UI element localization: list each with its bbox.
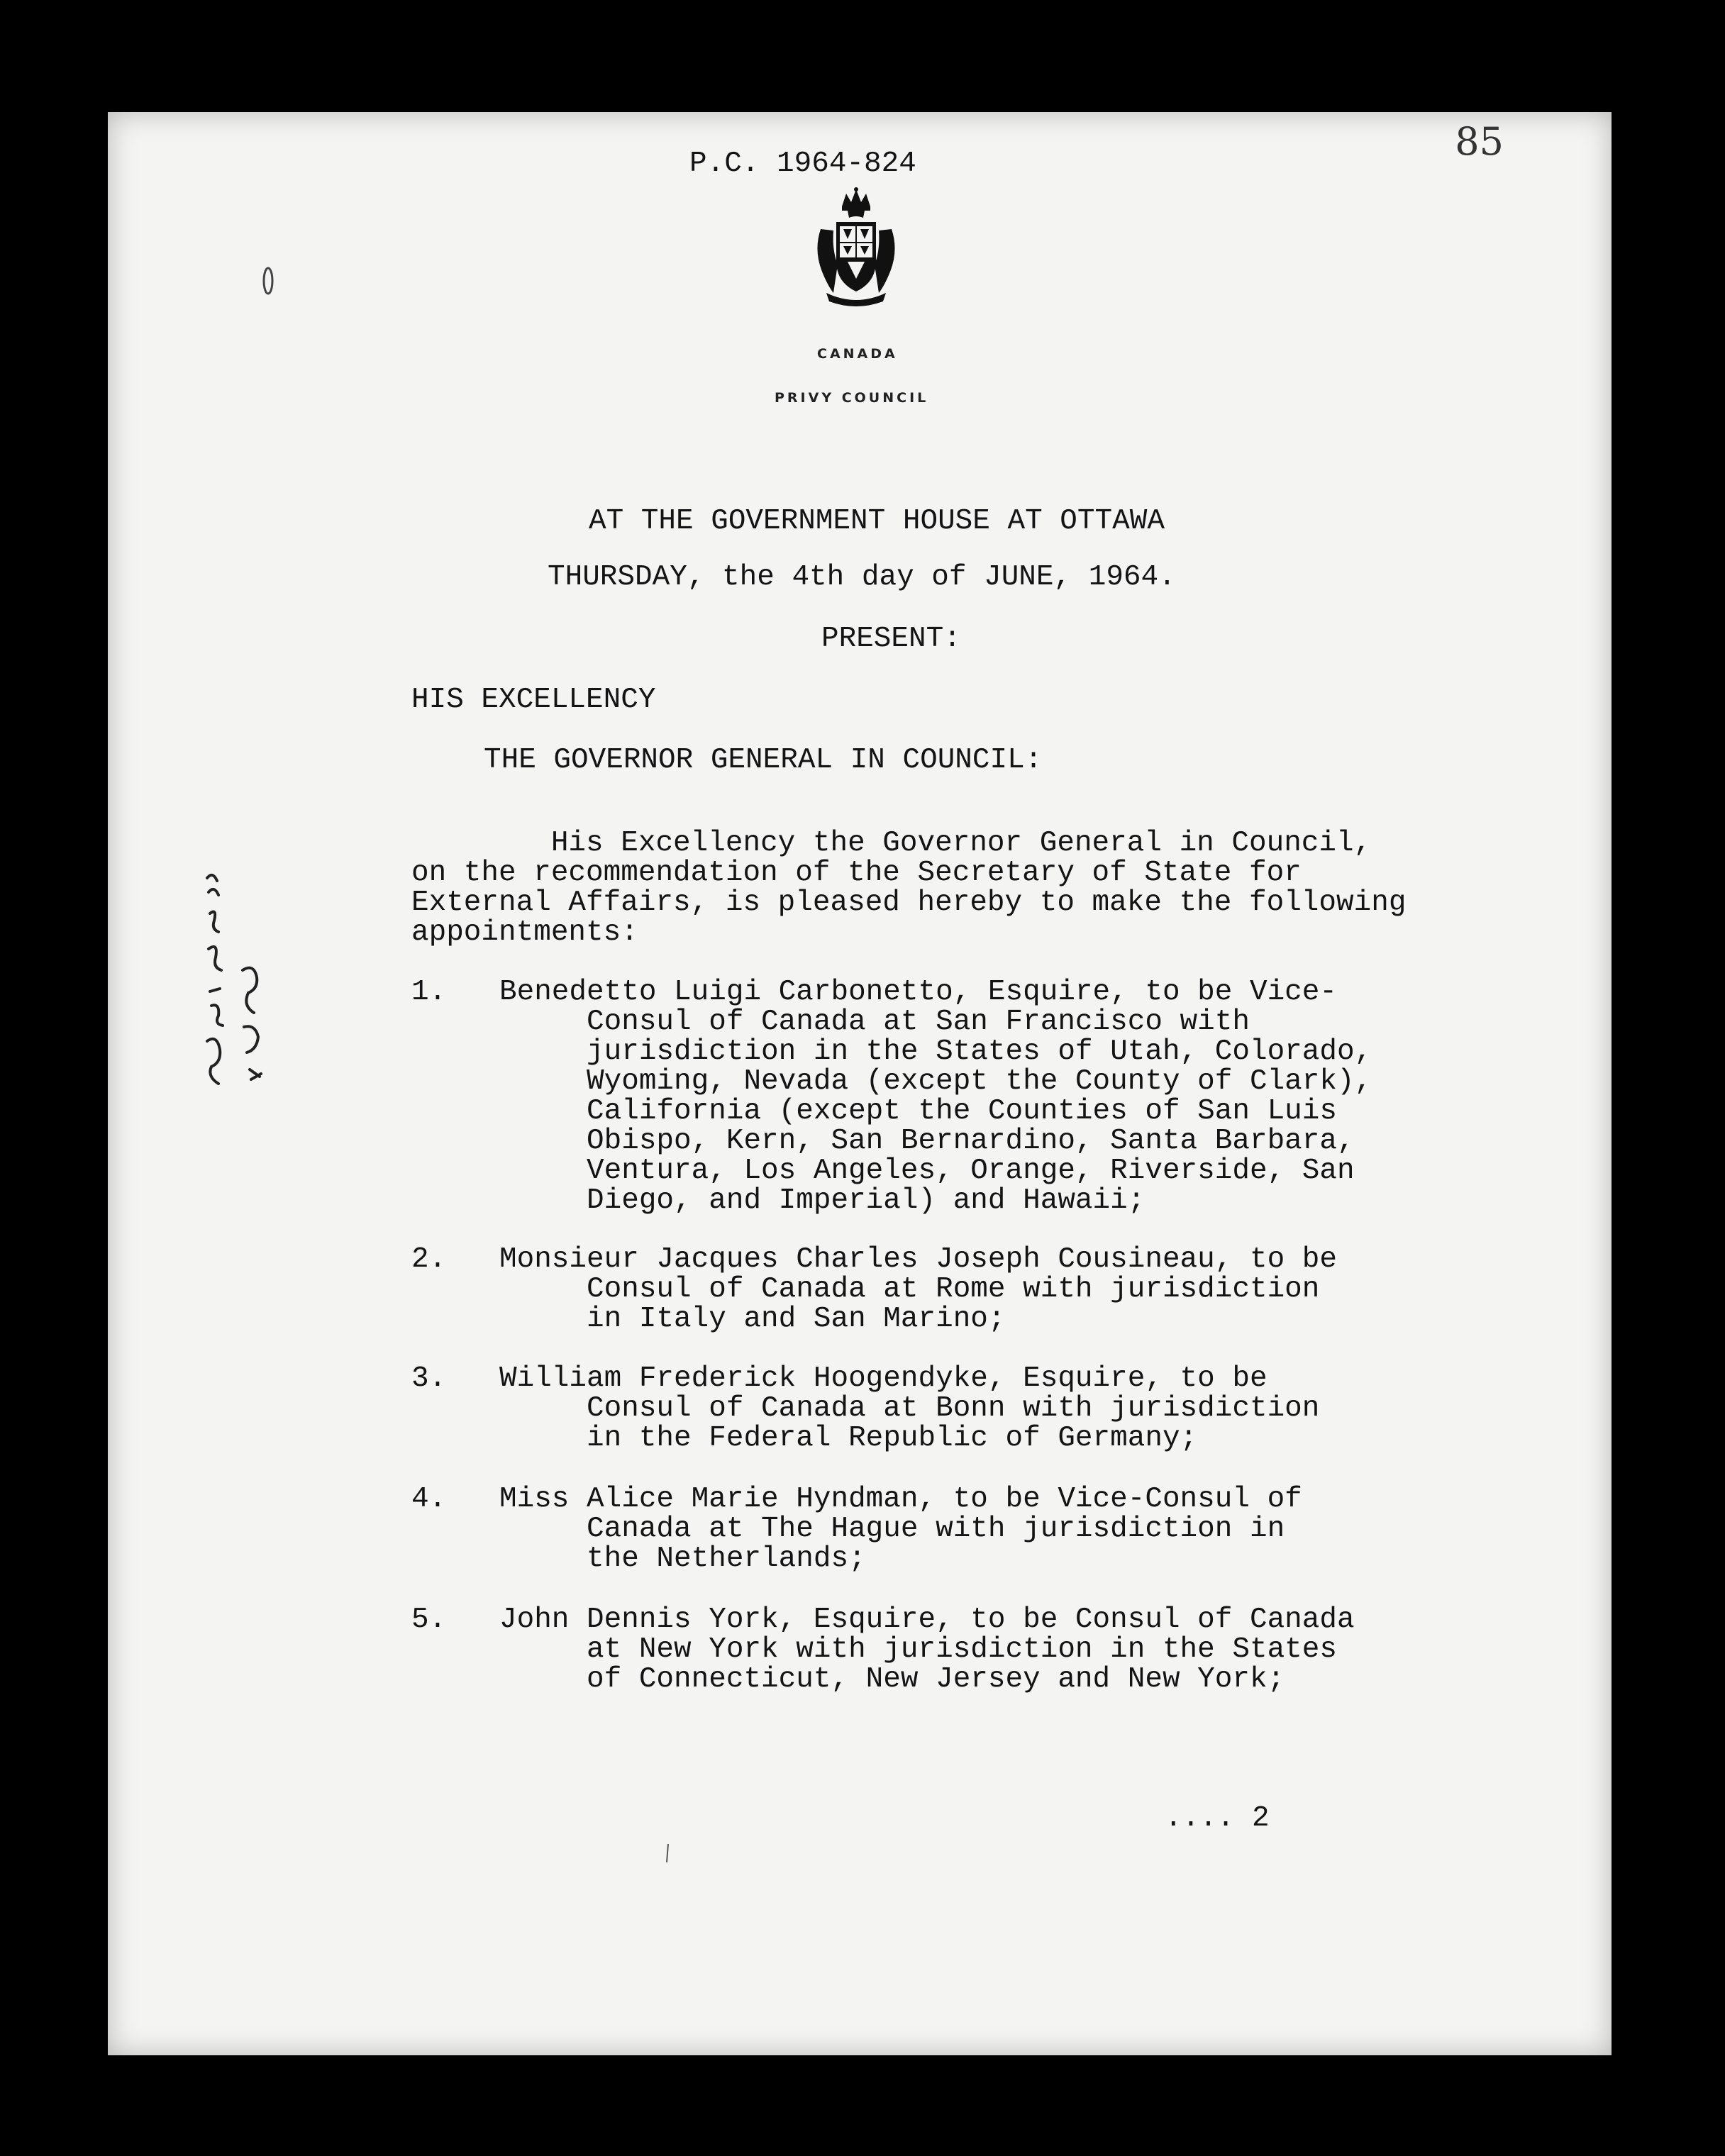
his-excellency-heading: HIS EXCELLENCY [411, 684, 656, 716]
governor-council-heading: THE GOVERNOR GENERAL IN COUNCIL: [484, 744, 1043, 777]
appointment-number: 2. [411, 1243, 447, 1276]
handwritten-margin-note [193, 864, 278, 1119]
appointment-text: Monsieur Jacques Charles Joseph Cousineau, to be Consul of Canada at Rome with jurisdiction in Italy and San Marino; [499, 1243, 1337, 1335]
page-number: 85 [1455, 119, 1504, 164]
appointment-text: Miss Alice Marie Hyndman, to be Vice-Consul of Canada at The Hague with jurisdiction in the Netherlands; [499, 1483, 1302, 1575]
location-heading: AT THE GOVERNMENT HOUSE AT OTTAWA [589, 505, 1165, 538]
appointment-text: Benedetto Luigi Carbonetto, Esquire, to be Vice- Consul of Canada at San Francisco with jurisdiction in the States of Utah, Colorado, Wyoming, Nevada (except the County of Clark), California (except the Counties of San Luis Obispo, Kern, San Bernardino, Santa Barbara, Ventura, Los Angeles, Orange, Riverside, San Diego, and Imperial) and Hawaii; [499, 976, 1372, 1217]
punch-hole-mark [262, 267, 274, 295]
appointment-number: 4. [411, 1483, 447, 1516]
appointment-text: William Frederick Hoogendyke, Esquire, to be Consul of Canada at Bonn with jurisdiction in the Federal Republic of Germany; [499, 1362, 1320, 1455]
stray-mark [661, 1843, 675, 1864]
office-label: PRIVY COUNCIL [775, 390, 929, 406]
intro-paragraph: His Excellency the Governor General in Council, on the recommendation of the Secretary of State for External Affairs, is pleased hereby to make the following appointments: [411, 827, 1407, 949]
continued-marker: .... 2 [1165, 1802, 1270, 1835]
order-number: P.C. 1964-824 [689, 148, 916, 180]
appointment-number: 1. [411, 976, 447, 1008]
appointment-text: John Dennis York, Esquire, to be Consul of Canada at New York with jurisdiction in the States of Connecticut, New Jersey and New York; [499, 1604, 1355, 1696]
document-page [108, 112, 1612, 2055]
appointment-number: 5. [411, 1604, 447, 1636]
present-heading: PRESENT: [821, 623, 961, 655]
country-label: CANADA [817, 346, 898, 362]
date-heading: THURSDAY, the 4th day of JUNE, 1964. [548, 561, 1176, 594]
appointment-number: 3. [411, 1362, 447, 1395]
canada-coat-of-arms-icon [806, 187, 906, 307]
